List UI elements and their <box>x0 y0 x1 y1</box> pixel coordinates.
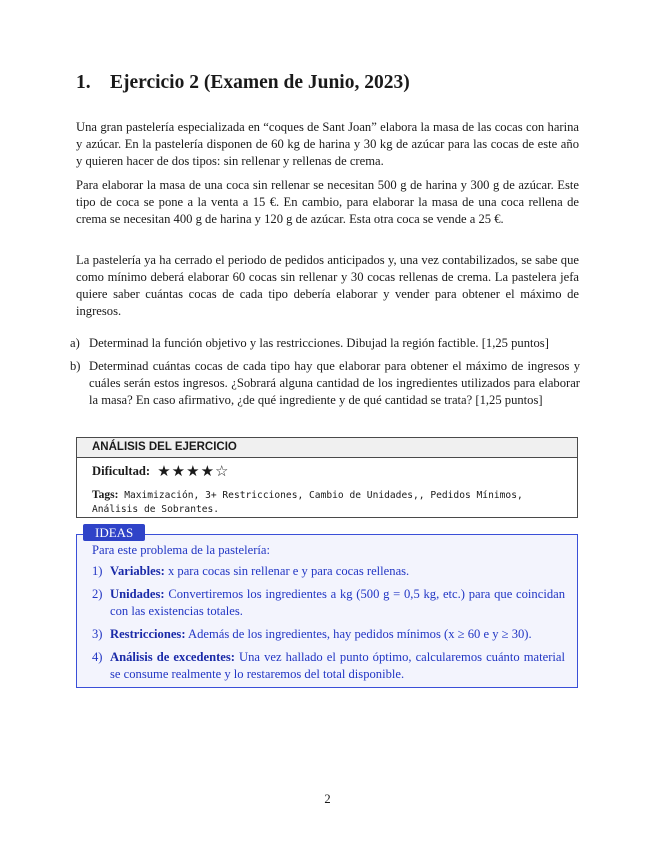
question-text: Determinad la función objetivo y las restricciones. Dibujad la región factible. [1,25 puntos] <box>89 336 549 350</box>
ideas-box <box>76 525 578 688</box>
tags-list: Maximización, 3+ Restricciones, Cambio de Unidades,, Pedidos Mínimos, Análisis de Sobrantes. <box>92 490 523 515</box>
idea-text: x para cocas sin rellenar e y para cocas rellenas. <box>164 564 410 578</box>
idea-number: 2) <box>92 587 103 601</box>
tags-row <box>92 488 572 517</box>
question-a <box>70 335 580 352</box>
idea-item <box>92 649 565 683</box>
difficulty-label: Dificultad: <box>92 464 151 478</box>
idea-number: 1) <box>92 564 103 578</box>
page-number: 2 <box>324 792 331 806</box>
question-label: b) <box>70 359 81 373</box>
analysis-box <box>76 437 578 518</box>
analysis-header: ANÁLISIS DEL EJERCICIO <box>77 438 577 458</box>
idea-item <box>92 563 565 580</box>
idea-term: Variables: <box>110 564 165 578</box>
statement-paragraph-1: Una gran pastelería especializada en “coques de Sant Joan” elabora la masa de las cocas con harina y azúcar. En la pastelería disponen de 60 kg de harina y 30 kg de azúcar para las cocas de este año y quieren hacer de dos tipos: sin rellenar y rellenas de crema. <box>76 120 579 168</box>
question-label: a) <box>70 336 80 350</box>
idea-term: Análisis de excedentes: <box>110 650 235 664</box>
question-b <box>70 358 580 409</box>
idea-item <box>92 586 565 620</box>
question-text: Determinad cuántas cocas de cada tipo hay que elaborar para obtener el máximo de ingresos y cuáles serán estos ingresos. ¿Sobrará alguna cantidad de los ingredientes utilizados para elaborar la masa? En caso afirmativo, ¿de qué ingrediente y de qué cantidad se trata? [1,25 puntos] <box>89 359 580 407</box>
tags-label: Tags: <box>92 489 119 501</box>
idea-text: Una vez hallado el punto óptimo, calcularemos cuánto material se consume realmente y lo restaremos del total disponible. <box>110 650 565 681</box>
idea-number: 4) <box>92 650 103 664</box>
idea-text: Además de los ingredientes, hay pedidos mínimos (x ≥ 60 e y ≥ 30). <box>185 627 532 641</box>
difficulty-row <box>92 463 229 480</box>
idea-term: Restricciones: <box>110 627 186 641</box>
statement-paragraph-2: Para elaborar la masa de una coca sin rellenar se necesitan 500 g de harina y 300 g de azúcar. Este tipo de coca se pone a la venta a 15 €. En cambio, para elaborar la masa de una coca rellena de crema se necesitan 400 g de harina y 120 g de azúcar. Esta otra coca se vende a 25 €. <box>76 178 579 226</box>
difficulty-stars-icon: ★★★★☆ <box>157 464 230 480</box>
idea-term: Unidades: <box>110 587 165 601</box>
ideas-intro: Para este problema de la pastelería: <box>92 543 270 557</box>
section-heading <box>76 72 586 94</box>
section-title: Ejercicio 2 (Examen de Junio, 2023) <box>110 72 410 93</box>
section-number: 1. <box>76 72 91 93</box>
ideas-tab: IDEAS <box>83 524 145 541</box>
idea-number: 3) <box>92 627 103 641</box>
idea-item <box>92 626 565 643</box>
statement-paragraph-3: La pastelería ya ha cerrado el periodo de pedidos anticipados y, una vez contabilizados, se sabe que como mínimo deberá elaborar 60 cocas sin rellenar y 30 cocas rellenas de crema. La pastelera jefa quiere saber cuántas cocas de cada tipo debería elaborar y vender para obtener el máximo de ingresos. <box>76 253 579 318</box>
idea-text: Convertiremos los ingredientes a kg (500 g = 0,5 kg, etc.) para que coincidan con las existencias totales. <box>110 587 565 618</box>
